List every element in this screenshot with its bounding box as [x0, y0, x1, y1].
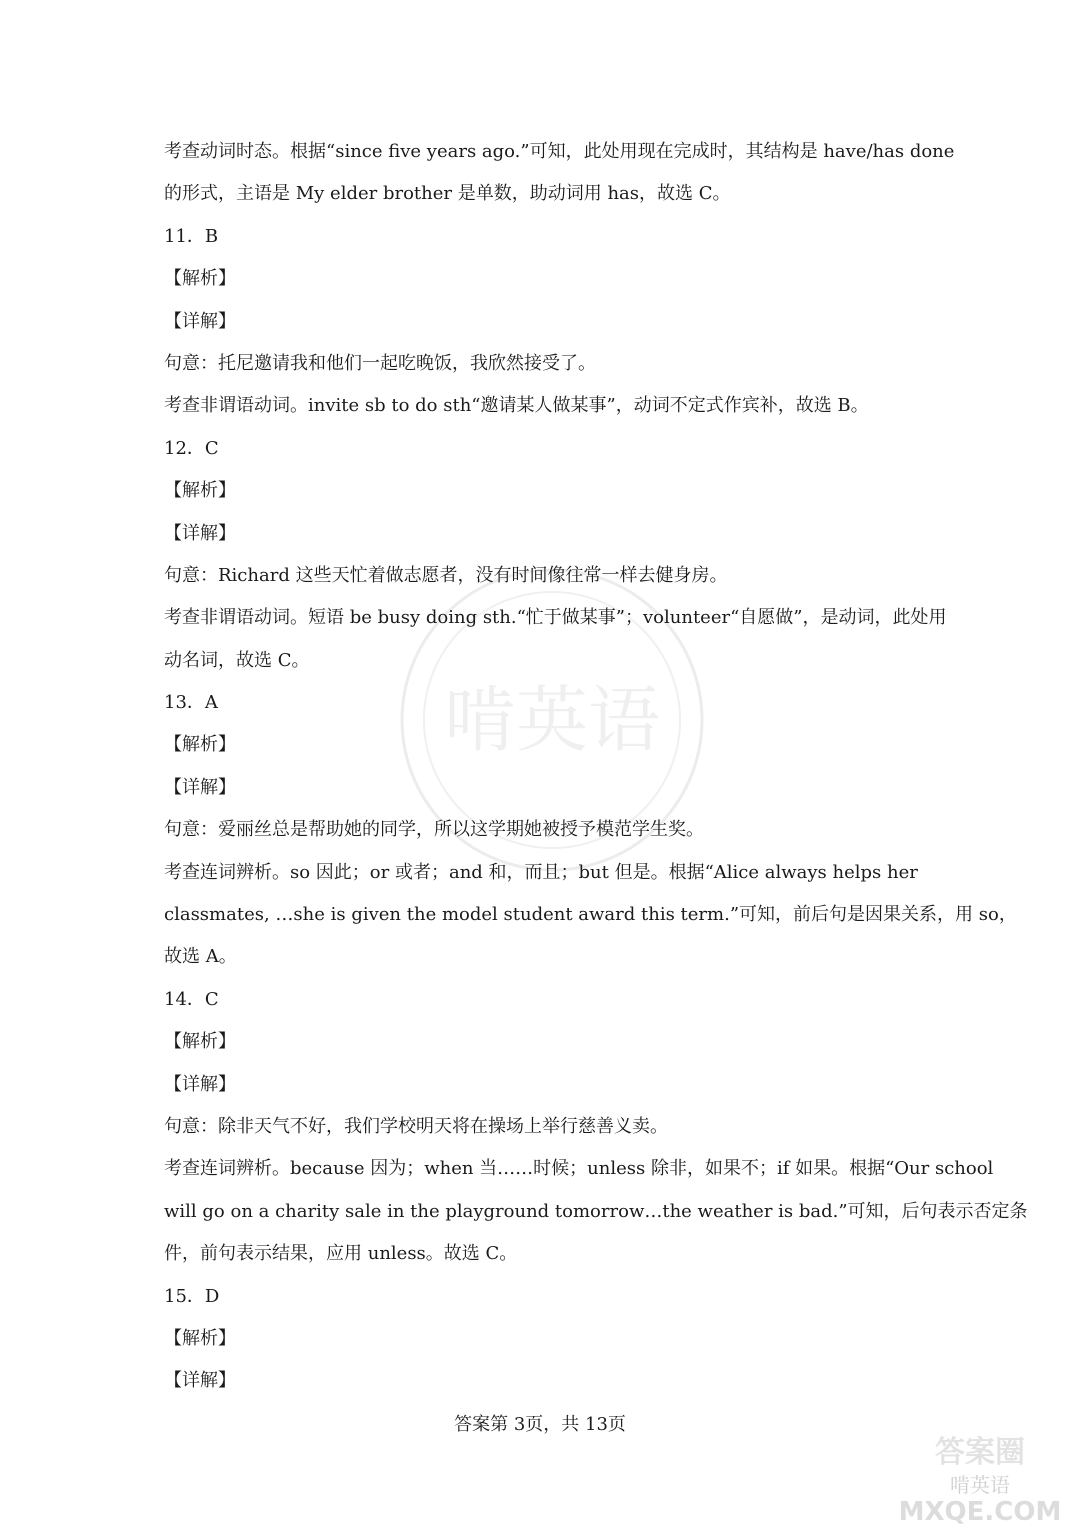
text-line: will go on a charity sale in the playground tomorrow…the weather is bad.”可知，后句表示否定条 [164, 1200, 1028, 1222]
corner-logo-bottom: MXQE.COM [898, 1497, 1062, 1527]
text-line: 考查非谓语动词。短语 be busy doing sth.“忙于做某事”；volunteer“自愿做”，是动词，此处用 [164, 607, 947, 629]
question-number: 13．A [164, 692, 218, 714]
question-number: 12．C [164, 437, 219, 459]
section-heading-detail: 【详解】 [164, 522, 236, 544]
page-footer: 答案第 3页，共 13页 [454, 1414, 626, 1435]
text-line: 的形式，主语是 My elder brother 是单数，助动词用 has，故选 C。 [164, 183, 731, 205]
section-heading-analysis: 【解析】 [164, 1327, 236, 1349]
text-line: 考查非谓语动词。invite sb to do sth“邀请某人做某事”，动词不定式作宾补，故选 B。 [164, 395, 869, 417]
section-heading-analysis: 【解析】 [164, 734, 236, 756]
text-line: 件，前句表示结果，应用 unless。故选 C。 [164, 1243, 518, 1265]
text-line: 动名词，故选 C。 [164, 649, 310, 671]
text-line: 句意：除非天气不好，我们学校明天将在操场上举行慈善义卖。 [164, 1115, 668, 1137]
section-heading-detail: 【详解】 [164, 776, 236, 798]
watermark-text: 啃英语 [443, 678, 661, 762]
text-line: 考查连词辨析。because 因为；when 当……时候；unless 除非，如果不；if 如果。根据“Our school [164, 1158, 994, 1180]
text-line: 考查连词辨析。so 因此；or 或者；and 和，而且；but 但是。根据“Alice always helps her [164, 861, 918, 883]
text-line: 句意：托尼邀请我和他们一起吃晚饭，我欣然接受了。 [164, 352, 596, 374]
section-heading-analysis: 【解析】 [164, 268, 236, 290]
section-heading-detail: 【详解】 [164, 1370, 236, 1392]
corner-logo-top: 答案圈 [935, 1435, 1025, 1470]
text-line: 句意：爱丽丝总是帮助她的同学，所以这学期她被授予模范学生奖。 [164, 819, 704, 841]
question-number: 14．C [164, 988, 219, 1010]
section-heading-detail: 【详解】 [164, 310, 236, 332]
question-number: 11．B [164, 225, 219, 247]
section-heading-analysis: 【解析】 [164, 1031, 236, 1053]
text-line: 句意：Richard 这些天忙着做志愿者，没有时间像往常一样去健身房。 [164, 564, 728, 586]
corner-logo-mid: 啃英语 [950, 1473, 1010, 1497]
section-heading-detail: 【详解】 [164, 1073, 236, 1095]
document-body [164, 131, 1028, 1403]
corner-logo [880, 1430, 1080, 1527]
section-heading-analysis: 【解析】 [164, 480, 236, 502]
text-line: 考查动词时态。根据“since five years ago.”可知，此处用现在完成时，其结构是 have/has done [164, 141, 955, 162]
text-line: classmates, …she is given the model student award this term.”可知，前后句是因果关系，用 so， [164, 904, 1017, 926]
question-number: 15．D [164, 1285, 220, 1307]
text-line: 故选 A。 [164, 946, 237, 968]
